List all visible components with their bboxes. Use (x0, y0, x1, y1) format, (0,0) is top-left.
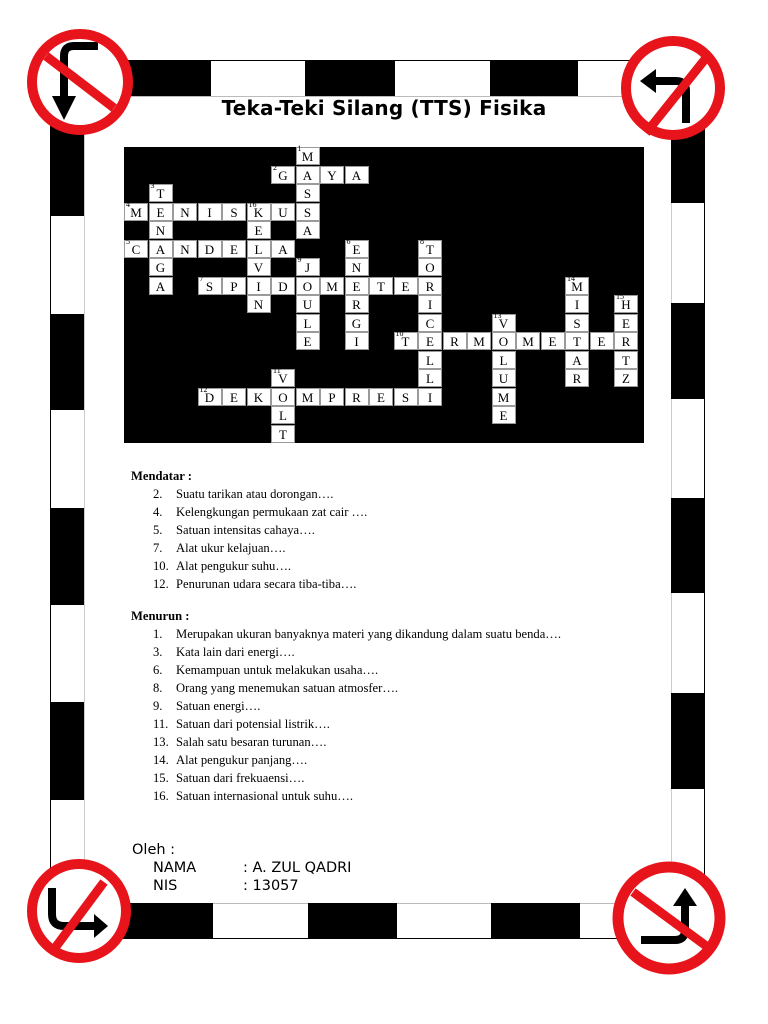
crossword-cell[interactable] (296, 388, 320, 406)
clue-number: 13. (153, 735, 169, 749)
cell-number: 5 (126, 236, 130, 246)
clue-text: Kemampuan untuk melakukan usaha…. (176, 663, 379, 677)
cell-letter: V (498, 315, 509, 331)
clue-item (131, 539, 561, 557)
cell-letter: G (351, 315, 362, 331)
cell-number: 16 (248, 199, 257, 209)
clue-text: Salah satu besaran turunan…. (176, 735, 327, 749)
crossword-cell[interactable] (541, 332, 565, 350)
crossword-cell[interactable] (492, 310, 516, 332)
clue-item (131, 787, 561, 805)
crossword-cell[interactable] (124, 236, 148, 258)
crossword-cell[interactable] (247, 240, 271, 258)
cell-letter: I (574, 297, 580, 312)
frame-left-segment (50, 314, 84, 410)
cell-number: 2 (273, 162, 277, 172)
cell-letter: N (253, 297, 264, 312)
clue-text: Kelengkungan permukaan zat cair …. (176, 505, 368, 519)
cell-letter: E (499, 408, 508, 423)
cell-number: 8 (420, 236, 424, 246)
clues-down-heading: Menurun : (131, 609, 190, 623)
cell-letter: M (326, 278, 338, 294)
crossword-cell[interactable] (271, 425, 295, 443)
frame-left-segment (50, 508, 84, 605)
author-name-label: NAMA (153, 860, 197, 876)
crossword-cell[interactable] (296, 166, 320, 184)
cell-letter: N (180, 204, 190, 220)
cell-letter: P (328, 389, 336, 405)
crossword-cell[interactable] (614, 351, 638, 369)
crossword-cell[interactable] (418, 258, 442, 276)
crossword-cell[interactable] (271, 203, 295, 221)
crossword-cell[interactable] (345, 258, 369, 276)
cell-letter: A (302, 167, 313, 183)
crossword-cell[interactable] (149, 258, 173, 276)
crossword-cell[interactable] (418, 314, 442, 332)
cell-letter: I (256, 278, 261, 294)
cell-number: 7 (199, 273, 204, 283)
clues-section (131, 468, 561, 805)
crossword-cell[interactable] (271, 366, 295, 387)
crossword-cell[interactable] (565, 314, 589, 332)
cell-letter: M (522, 334, 534, 349)
crossword-cell[interactable] (198, 384, 222, 406)
cell-letter: R (352, 389, 361, 405)
crossword-cell[interactable] (247, 221, 271, 239)
cell-letter: M (473, 334, 485, 349)
cell-letter: G (155, 260, 166, 275)
crossword-cell[interactable] (173, 203, 197, 221)
cell-letter: L (303, 315, 312, 331)
frame-left-inner-line (84, 96, 85, 904)
clue-item (131, 769, 561, 787)
crossword-cell[interactable] (247, 277, 271, 295)
cell-letter: L (499, 352, 508, 368)
frame-right-segment (671, 498, 705, 593)
cell-letter: L (254, 241, 263, 257)
cell-letter: E (377, 389, 385, 405)
cell-letter: D (204, 389, 215, 405)
crossword-cell[interactable] (345, 314, 369, 332)
crossword-cell[interactable] (149, 221, 173, 239)
clue-item (131, 643, 561, 661)
cell-letter: D (204, 241, 215, 257)
crossword-cell[interactable] (271, 240, 295, 258)
clue-number: 10. (153, 559, 169, 573)
cell-letter: L (426, 352, 434, 368)
cell-letter: R (621, 334, 631, 349)
cell-letter: E (426, 334, 434, 349)
crossword-cell[interactable] (296, 295, 320, 313)
frame-left-segment (50, 702, 84, 800)
frame-bottom-segment (308, 903, 397, 938)
cell-letter: E (303, 334, 312, 349)
cell-letter: T (401, 334, 410, 349)
cell-letter: A (302, 223, 313, 238)
crossword-cell[interactable] (565, 351, 589, 369)
frame-bottom-outer-line (50, 938, 670, 939)
crossword-cell[interactable] (320, 166, 344, 184)
clue-number: 8. (153, 681, 163, 695)
cell-letter: O (278, 389, 288, 405)
cell-number: 1 (297, 144, 302, 153)
crossword-cell[interactable] (345, 295, 369, 313)
cell-number: 10 (395, 329, 404, 338)
cell-letter: E (230, 389, 238, 405)
cell-letter: S (401, 389, 410, 405)
crossword-cell[interactable] (492, 388, 516, 406)
crossword-cell[interactable] (222, 203, 246, 221)
crossword-cell[interactable] (394, 277, 418, 295)
cell-letter: I (354, 334, 359, 349)
cell-letter: U (498, 371, 509, 386)
clue-text: Suatu tarikan atau dorongan…. (176, 487, 334, 501)
crossword-cell[interactable] (149, 277, 173, 295)
frame-top-segment (490, 60, 578, 96)
cell-letter: T (279, 426, 287, 442)
clues-across (131, 468, 561, 593)
cell-letter: N (155, 223, 166, 238)
cell-letter: A (278, 241, 288, 257)
crossword-cell[interactable] (418, 295, 442, 313)
crossword-cell[interactable] (222, 240, 246, 258)
cell-letter: M (130, 204, 142, 220)
crossword-cell[interactable] (296, 255, 320, 276)
cell-letter: S (230, 204, 238, 220)
crossword-cell[interactable] (394, 388, 418, 406)
cell-letter: E (156, 204, 165, 220)
crossword-cell[interactable] (247, 258, 271, 276)
crossword-cell[interactable] (198, 240, 222, 258)
cell-letter: M (301, 389, 314, 405)
cell-letter: O (498, 334, 509, 349)
crossword-cell[interactable] (614, 332, 638, 350)
clues-down (131, 608, 561, 805)
cell-letter: S (303, 204, 312, 220)
frame-right-segment (671, 693, 705, 789)
crossword-cell[interactable] (345, 277, 369, 295)
crossword-cell[interactable] (467, 332, 491, 350)
crossword-cell[interactable] (590, 332, 614, 350)
cell-letter: E (401, 278, 410, 294)
crossword-cell[interactable] (369, 277, 393, 295)
cell-letter: E (254, 223, 263, 238)
clue-item (131, 679, 561, 697)
cell-number: 11 (273, 366, 281, 375)
crossword-cell[interactable] (271, 277, 295, 295)
no-u-turn-left-down-icon (24, 26, 136, 138)
cell-letter: V (253, 260, 264, 275)
crossword-cell[interactable] (614, 314, 638, 332)
crossword-cell[interactable] (222, 388, 246, 406)
cell-letter: V (278, 371, 288, 386)
cell-letter: E (548, 334, 557, 349)
clue-item (131, 661, 561, 679)
frame-top-segment (305, 60, 395, 96)
crossword-cell[interactable] (418, 351, 442, 369)
crossword-cell[interactable] (345, 388, 369, 406)
author-nis-label: NIS (153, 878, 178, 894)
crossword-cell[interactable] (198, 273, 222, 295)
clue-text: Satuan dari frekuaensi…. (176, 771, 305, 785)
cell-number: 6 (346, 236, 351, 246)
crossword-cell[interactable] (492, 369, 516, 387)
crossword-cell[interactable] (565, 332, 589, 350)
clue-item (131, 715, 561, 733)
cell-letter: C (131, 241, 141, 257)
cell-letter: S (303, 186, 312, 201)
crossword-cell[interactable] (247, 199, 271, 221)
crossword-cell[interactable] (614, 292, 638, 313)
cell-letter: O (425, 260, 435, 275)
clue-number: 15. (153, 771, 169, 785)
crossword-cell[interactable] (320, 277, 344, 295)
clue-text: Alat pengukur suhu…. (176, 559, 292, 573)
crossword-cell[interactable] (271, 406, 295, 424)
clue-number: 6. (153, 663, 163, 677)
cell-letter: M (571, 278, 583, 294)
cell-number: 14 (567, 273, 575, 283)
clue-number: 7. (153, 541, 163, 555)
clue-item (131, 557, 561, 575)
crossword-cell[interactable] (418, 369, 442, 387)
cell-number: 13 (493, 310, 502, 320)
clue-text: Satuan dari potensial listrik…. (176, 717, 330, 731)
crossword-cell[interactable] (271, 388, 295, 406)
cell-letter: I (427, 297, 433, 312)
cell-number: 15 (616, 292, 624, 301)
clue-item (131, 697, 561, 715)
crossword-cell[interactable] (492, 351, 516, 369)
crossword-cell[interactable] (345, 332, 369, 350)
clue-number: 9. (153, 699, 163, 713)
cell-letter: N (351, 260, 362, 275)
cell-letter: A (155, 278, 166, 294)
author-nis-value: : 13057 (243, 878, 299, 894)
cell-letter: E (352, 241, 361, 257)
cell-letter: R (572, 371, 582, 386)
cell-letter: N (180, 241, 190, 257)
crossword-cell[interactable] (418, 332, 442, 350)
clue-item (131, 625, 561, 643)
crossword-cell[interactable] (247, 295, 271, 313)
crossword-cell[interactable] (320, 388, 344, 406)
cell-letter: T (426, 241, 434, 257)
crossword-cell[interactable] (565, 295, 589, 313)
cell-letter: K (253, 389, 264, 405)
cell-letter: Y (327, 167, 337, 183)
cell-letter: T (156, 186, 165, 201)
clue-text: Alat pengukur panjang…. (176, 753, 308, 767)
clue-number: 4. (153, 505, 163, 519)
clue-item (131, 503, 561, 521)
cell-letter: L (279, 408, 287, 423)
cell-letter: A (155, 241, 166, 257)
crossword-grid (124, 144, 644, 443)
clue-item (131, 733, 561, 751)
clue-text: Satuan energi…. (176, 699, 261, 713)
cell-letter: U (278, 204, 288, 220)
cell-letter: G (278, 167, 288, 183)
clue-number: 2. (153, 487, 163, 501)
no-turn-up-icon (611, 860, 727, 976)
cell-letter: M (497, 389, 510, 405)
clue-number: 12. (153, 577, 169, 591)
cell-letter: I (427, 389, 433, 405)
clues-across-heading: Mendatar : (131, 469, 192, 483)
crossword-cell[interactable] (124, 199, 148, 221)
cell-letter: R (425, 278, 435, 294)
author-name-value: : A. ZUL QADRI (243, 860, 352, 876)
cell-letter: E (597, 334, 606, 349)
crossword-cell[interactable] (492, 332, 516, 350)
clue-number: 1. (153, 627, 163, 641)
clue-number: 3. (153, 645, 163, 659)
cell-letter: T (377, 278, 385, 294)
cell-letter: T (573, 334, 581, 349)
clue-text: Satuan internasional untuk suhu…. (176, 789, 353, 803)
frame-bottom-segment (491, 903, 580, 938)
crossword-cell[interactable] (222, 277, 246, 295)
cell-letter: L (426, 371, 434, 386)
cell-letter: T (622, 352, 630, 368)
crossword-cell[interactable] (296, 332, 320, 350)
clue-text: Kata lain dari energi…. (176, 645, 295, 659)
clue-item (131, 521, 561, 539)
cell-letter: I (207, 204, 212, 220)
crossword-cell[interactable] (149, 203, 173, 221)
crossword-cell[interactable] (271, 162, 295, 184)
no-left-turn-icon (618, 33, 728, 143)
cell-number: 4 (126, 199, 130, 209)
crossword-cell[interactable] (198, 203, 222, 221)
frame-right-segment (671, 303, 705, 399)
crossword-cell[interactable] (296, 184, 320, 202)
cell-letter: D (278, 278, 288, 294)
cell-letter: P (230, 278, 238, 294)
clue-number: 16. (153, 789, 169, 803)
cell-letter: M (301, 149, 314, 164)
cell-number: 12 (199, 384, 208, 394)
crossword-cell[interactable] (492, 406, 516, 424)
clue-text: Penurunan udara secara tiba-tiba…. (176, 577, 357, 591)
crossword-cell[interactable] (394, 329, 418, 350)
cell-letter: E (622, 315, 630, 331)
cell-number: 3 (150, 181, 155, 190)
cell-letter: C (425, 315, 435, 331)
crossword-cell[interactable] (173, 240, 197, 258)
clue-item (131, 575, 561, 593)
clue-text: Orang yang menemukan satuan atmosfer…. (176, 681, 399, 695)
crossword-cell[interactable] (614, 369, 638, 387)
cell-letter: Z (622, 371, 630, 386)
crossword-cell[interactable] (418, 388, 442, 406)
cell-letter: S (205, 278, 214, 294)
crossword-cell[interactable] (516, 332, 540, 350)
crossword-cell[interactable] (296, 221, 320, 239)
crossword-cell[interactable] (296, 314, 320, 332)
cell-letter: A (572, 352, 582, 368)
author-by-label: Oleh : (132, 842, 176, 858)
clue-item (131, 751, 561, 769)
crossword-cell[interactable] (149, 181, 173, 202)
crossword-cell[interactable] (443, 332, 467, 350)
clue-number: 11. (153, 717, 169, 731)
cell-letter: A (351, 167, 362, 183)
crossword-cell[interactable] (247, 388, 271, 406)
clue-text: Alat ukur kelajuan…. (176, 541, 286, 555)
crossword-cell[interactable] (369, 388, 393, 406)
cell-number: 9 (297, 255, 302, 264)
cell-letter: K (253, 204, 264, 220)
crossword-cell[interactable] (345, 236, 369, 258)
crossword-cell[interactable] (149, 240, 173, 258)
cell-letter: E (352, 278, 361, 294)
crossword-cell[interactable] (345, 166, 369, 184)
clue-number: 14. (153, 753, 169, 767)
clue-number: 5. (153, 523, 163, 537)
crossword-cell[interactable] (565, 369, 589, 387)
crossword-cell[interactable] (418, 236, 442, 258)
crossword-cell[interactable] (565, 273, 589, 295)
clue-text: Satuan intensitas cahaya…. (176, 523, 315, 537)
cell-letter: J (304, 260, 311, 275)
crossword-cell[interactable] (296, 144, 320, 165)
cell-letter: R (450, 334, 459, 349)
clue-item (131, 485, 561, 503)
page-title: Teka-Teki Silang (TTS) Fisika (221, 96, 547, 120)
cell-letter: O (302, 278, 313, 294)
cell-letter: S (573, 315, 581, 331)
clue-text: Merupakan ukuran banyaknya materi yang dikandung dalam suatu benda…. (176, 627, 562, 641)
crossword-cell[interactable] (296, 203, 320, 221)
crossword-cell[interactable] (296, 277, 320, 295)
no-turn-right-icon (24, 856, 134, 966)
crossword-cell[interactable] (418, 277, 442, 295)
cell-letter: H (621, 297, 631, 312)
cell-letter: R (352, 297, 361, 312)
cell-letter: E (230, 241, 238, 257)
cell-letter: U (302, 297, 313, 312)
